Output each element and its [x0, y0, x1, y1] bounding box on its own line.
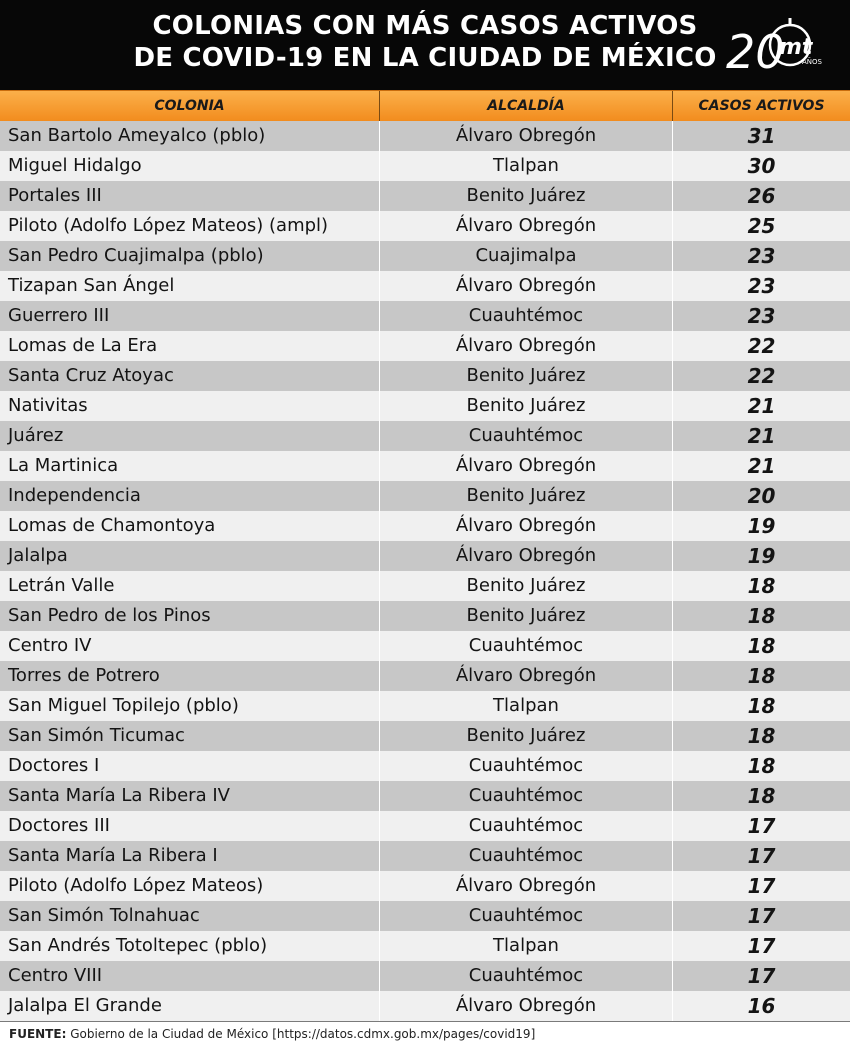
cell-colonia: San Pedro de los Pinos — [0, 601, 380, 631]
cell-alcaldia: Benito Juárez — [380, 361, 673, 391]
cell-alcaldia: Cuauhtémoc — [380, 631, 673, 661]
cell-colonia: Nativitas — [0, 391, 380, 421]
source-footer — [0, 1021, 850, 1047]
cell-alcaldia: Cuauhtémoc — [380, 901, 673, 931]
cell-alcaldia: Cuajimalpa — [380, 241, 673, 271]
table-row — [0, 391, 850, 421]
table-row — [0, 271, 850, 301]
cell-colonia: La Martinica — [0, 451, 380, 481]
cell-colonia: San Simón Tolnahuac — [0, 901, 380, 931]
table-row — [0, 211, 850, 241]
col-header-casos: CASOS ACTIVOS — [698, 98, 825, 114]
cell-alcaldia: Cuauhtémoc — [380, 301, 673, 331]
logo-text: mt — [779, 35, 813, 60]
cell-casos: 19 — [747, 544, 776, 568]
table-header — [0, 90, 850, 121]
header-banner — [0, 0, 850, 90]
table-row — [0, 601, 850, 631]
cell-alcaldia: Álvaro Obregón — [380, 661, 673, 691]
cell-colonia: Jalalpa — [0, 541, 380, 571]
cell-colonia: Santa Cruz Atoyac — [0, 361, 380, 391]
cell-colonia: Tizapan San Ángel — [0, 271, 380, 301]
cell-alcaldia: Álvaro Obregón — [380, 511, 673, 541]
table-row — [0, 241, 850, 271]
table-row — [0, 871, 850, 901]
cell-casos: 21 — [747, 454, 776, 478]
cell-colonia: Portales III — [0, 181, 380, 211]
cell-colonia: Guerrero III — [0, 301, 380, 331]
cell-casos: 18 — [747, 754, 776, 778]
cell-colonia: Juárez — [0, 421, 380, 451]
cell-alcaldia: Tlalpan — [380, 151, 673, 181]
table-row — [0, 751, 850, 781]
cell-colonia: Centro IV — [0, 631, 380, 661]
table-row — [0, 841, 850, 871]
table-row — [0, 691, 850, 721]
table-row — [0, 721, 850, 751]
table-row — [0, 511, 850, 541]
cell-casos: 18 — [747, 574, 776, 598]
cell-alcaldia: Benito Juárez — [380, 481, 673, 511]
cell-alcaldia: Álvaro Obregón — [380, 271, 673, 301]
cell-colonia: Centro VIII — [0, 961, 380, 991]
cell-casos: 31 — [747, 124, 776, 148]
cell-alcaldia: Cuauhtémoc — [380, 841, 673, 871]
cell-casos: 25 — [747, 214, 776, 238]
cell-casos: 18 — [747, 664, 776, 688]
cell-casos: 17 — [747, 814, 776, 838]
cell-casos: 23 — [747, 244, 776, 268]
cell-casos: 30 — [747, 154, 776, 178]
table-row — [0, 961, 850, 991]
cell-colonia: San Miguel Topilejo (pblo) — [0, 691, 380, 721]
col-header-alcaldia: ALCALDÍA — [380, 91, 673, 121]
cell-casos: 17 — [747, 844, 776, 868]
cell-alcaldia: Cuauhtémoc — [380, 421, 673, 451]
logo-20-anos-icon — [724, 12, 828, 76]
table-row — [0, 661, 850, 691]
cell-alcaldia: Tlalpan — [380, 931, 673, 961]
cell-casos: 18 — [747, 604, 776, 628]
table-row — [0, 301, 850, 331]
cell-casos: 17 — [747, 904, 776, 928]
table-row — [0, 781, 850, 811]
cell-casos: 18 — [747, 634, 776, 658]
cell-colonia: Doctores I — [0, 751, 380, 781]
cell-casos: 20 — [747, 484, 776, 508]
cell-alcaldia: Álvaro Obregón — [380, 331, 673, 361]
cell-casos: 23 — [747, 274, 776, 298]
cell-casos: 17 — [747, 874, 776, 898]
cell-alcaldia: Cuauhtémoc — [380, 811, 673, 841]
col-header-colonia: COLONIA — [0, 91, 380, 121]
table-row — [0, 121, 850, 151]
cell-casos: 18 — [747, 784, 776, 808]
cell-colonia: San Pedro Cuajimalpa (pblo) — [0, 241, 380, 271]
cell-alcaldia: Benito Juárez — [380, 571, 673, 601]
cell-casos: 21 — [747, 424, 776, 448]
table-body — [0, 121, 850, 1021]
cell-casos: 23 — [747, 304, 776, 328]
cell-colonia: San Bartolo Ameyalco (pblo) — [0, 121, 380, 151]
logo-sub: AÑOS — [802, 58, 822, 66]
logo-number: 20 — [726, 25, 785, 76]
cell-colonia: Lomas de La Era — [0, 331, 380, 361]
table-row — [0, 361, 850, 391]
cell-colonia: Jalalpa El Grande — [0, 991, 380, 1021]
cell-casos: 17 — [747, 934, 776, 958]
cell-casos: 19 — [747, 514, 776, 538]
cell-colonia: Independencia — [0, 481, 380, 511]
cell-alcaldia: Cuauhtémoc — [380, 781, 673, 811]
table-row — [0, 181, 850, 211]
title-line-1: COLONIAS CON MÁS CASOS ACTIVOS — [152, 11, 698, 41]
cell-alcaldia: Benito Juárez — [380, 391, 673, 421]
cell-colonia: San Simón Ticumac — [0, 721, 380, 751]
table-row — [0, 151, 850, 181]
cell-alcaldia: Tlalpan — [380, 691, 673, 721]
table-row — [0, 931, 850, 961]
cell-alcaldia: Álvaro Obregón — [380, 991, 673, 1021]
table-row — [0, 451, 850, 481]
cell-casos: 22 — [747, 364, 776, 388]
cell-colonia: Piloto (Adolfo López Mateos) — [0, 871, 380, 901]
cell-colonia: San Andrés Totoltepec (pblo) — [0, 931, 380, 961]
cell-colonia: Santa María La Ribera I — [0, 841, 380, 871]
page-title — [90, 10, 760, 74]
cell-casos: 18 — [747, 694, 776, 718]
cell-alcaldia: Cuauhtémoc — [380, 961, 673, 991]
table-row — [0, 811, 850, 841]
table-row — [0, 331, 850, 361]
cell-colonia: Doctores III — [0, 811, 380, 841]
source-text: Gobierno de la Ciudad de México [https://datos.cdmx.gob.mx/pages/covid19] — [66, 1027, 536, 1041]
table-row — [0, 481, 850, 511]
cell-casos: 17 — [747, 964, 776, 988]
cell-colonia: Torres de Potrero — [0, 661, 380, 691]
cell-alcaldia: Álvaro Obregón — [380, 871, 673, 901]
table-row — [0, 571, 850, 601]
cell-casos: 16 — [747, 994, 776, 1018]
cell-alcaldia: Benito Juárez — [380, 601, 673, 631]
cell-colonia: Santa María La Ribera IV — [0, 781, 380, 811]
table-row — [0, 901, 850, 931]
title-line-2: DE COVID-19 EN LA CIUDAD DE MÉXICO — [133, 43, 717, 73]
cell-alcaldia: Benito Juárez — [380, 181, 673, 211]
cell-colonia: Letrán Valle — [0, 571, 380, 601]
cell-colonia: Lomas de Chamontoya — [0, 511, 380, 541]
cell-alcaldia: Álvaro Obregón — [380, 211, 673, 241]
cell-alcaldia: Álvaro Obregón — [380, 541, 673, 571]
cell-casos: 18 — [747, 724, 776, 748]
table-row — [0, 991, 850, 1021]
cell-casos: 26 — [747, 184, 776, 208]
cell-casos: 22 — [747, 334, 776, 358]
cell-alcaldia: Álvaro Obregón — [380, 451, 673, 481]
cell-colonia: Miguel Hidalgo — [0, 151, 380, 181]
table-row — [0, 421, 850, 451]
cell-alcaldia: Álvaro Obregón — [380, 121, 673, 151]
cell-colonia: Piloto (Adolfo López Mateos) (ampl) — [0, 211, 380, 241]
cell-alcaldia: Benito Juárez — [380, 721, 673, 751]
cell-casos: 21 — [747, 394, 776, 418]
table-row — [0, 541, 850, 571]
cell-alcaldia: Cuauhtémoc — [380, 751, 673, 781]
source-label: FUENTE: — [9, 1027, 67, 1041]
table-row — [0, 631, 850, 661]
